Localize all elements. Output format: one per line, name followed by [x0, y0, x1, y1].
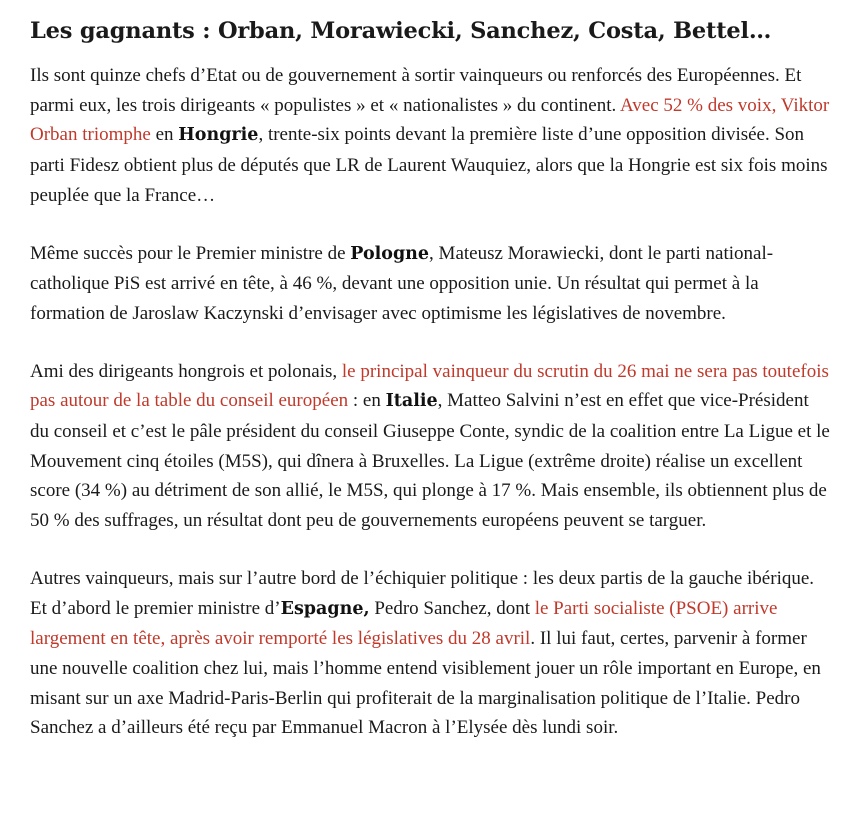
section-heading: Les gagnants : Orban, Morawiecki, Sanchez, Costa, Bettel…	[30, 18, 772, 44]
paragraph-espagne	[30, 564, 832, 743]
paragraph-text: : en	[348, 390, 386, 412]
link-parti-socialiste[interactable]: le Parti socialiste (PSOE) arrive largement en tête, après avoir remporté les législatives du 28 avril	[30, 597, 778, 650]
paragraph-pologne	[30, 239, 832, 329]
paragraph-text: . Il lui faut, certes, parvenir à former une nouvelle coalition chez lui, mais l’homme entend visiblement jouer un rôle important en Europe, en misant sur un axe Madrid-Paris-Berlin qui profiterait de la marginalisation politique de l’Italie. Pedro Sanchez a d’ailleurs été reçu par Emmanuel Macron à l’Elysée dès lundi soir.	[30, 628, 821, 739]
link-orban-triomphe[interactable]: Avec 52 % des voix, Viktor Orban triomphe	[30, 94, 830, 146]
paragraph-text: , trente-six points devant la première liste d’une opposition divisée. Son parti Fidesz obtient plus de députés que LR de Laurent Wauquiez, alors que la Hongrie est six fois moins peuplée que la France…	[30, 124, 828, 206]
country-italie: Italie	[385, 391, 438, 412]
paragraph-text: en	[150, 124, 179, 146]
paragraph-text: , Matteo Salvini n’est en effet que vice-Président du conseil et c’est le pâle président du conseil Giuseppe Conte, syndic de la coalition entre La Ligue et le Mouvement cinq étoiles (M5S), qui dînera à Bruxelles. La Ligue (extrême droite) réalise un excellent score (34 %) au détriment de son allié, le M5S, qui plonge à 17 %. Mais ensemble, ils obtiennent plus de 50 % des suffrages, un résultat dont peu de gouvernements européens peuvent se targuer.	[30, 390, 830, 532]
country-hongrie: Hongrie	[178, 125, 259, 146]
paragraph-hongrie	[30, 61, 832, 211]
country-pologne: Pologne	[350, 243, 430, 264]
paragraph-text: Ils sont quinze chefs d’Etat ou de gouvernement à sortir vainqueurs ou renforcés des Européennes. Et parmi eux, les trois dirigeants « populistes » et « nationalistes » du continent.	[30, 65, 802, 116]
paragraph-text: , Mateusz Morawiecki, dont le parti national-catholique PiS est arrivé en tête, à 46 %, devant une opposition unie. Un résultat qui permet à la formation de Jaroslaw Kaczynski d’envisager avec optimisme les législatives de novembre.	[30, 242, 774, 324]
paragraph-italie	[30, 357, 832, 536]
link-principal-vainqueur[interactable]: le principal vainqueur du scrutin du 26 mai ne sera pas toutefois pas autour de la table du conseil européen	[30, 360, 829, 412]
country-espagne: Espagne,	[280, 598, 370, 619]
paragraph-text: Ami des dirigeants hongrois et polonais,	[30, 360, 342, 382]
paragraph-text: Autres vainqueurs, mais sur l’autre bord de l’échiquier politique : les deux partis de la gauche ibérique. Et d’abord le premier ministre d’	[30, 567, 815, 619]
paragraph-text: Même succès pour le Premier ministre de	[30, 242, 351, 264]
paragraph-text: Pedro Sanchez, dont	[369, 597, 535, 619]
